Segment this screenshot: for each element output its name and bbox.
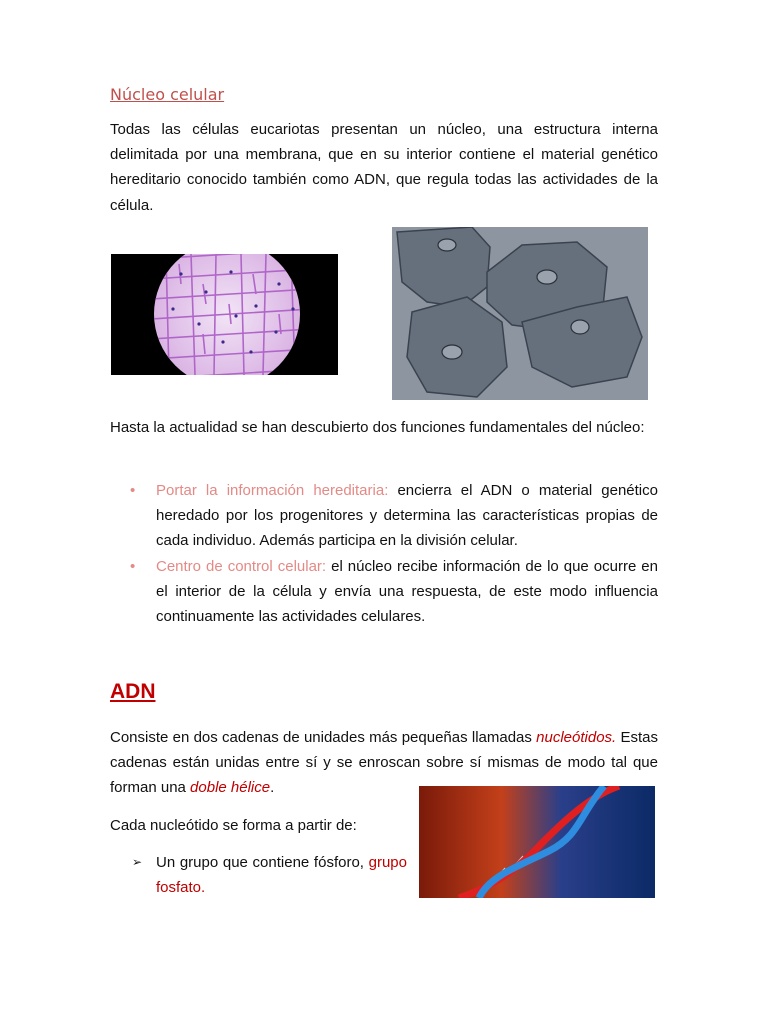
adn-text-b: Estas cadenas están unidas entre sí y se enroscan sobre sí mismas de modo tal que forman una	[110, 729, 658, 797]
section-heading-adn: ADN	[110, 680, 156, 703]
paragraph-cada-nucleotido: Cada nucleótido se forma a partir de:	[110, 817, 357, 834]
paragraph-funciones: Hasta la actualidad se han descubierto dos funciones fundamentales del núcleo:	[110, 419, 645, 436]
list-item-text: el núcleo recibe información de lo que ocurre en el interior de la célula y envía una respuesta, de este modo influencia continuamente las actividades celulares.	[156, 557, 658, 626]
componentes-list	[130, 850, 407, 900]
list-item	[130, 478, 658, 554]
dna-helix-image	[419, 786, 655, 898]
bullet-icon: •	[130, 557, 136, 575]
adn-text-c: .	[270, 779, 275, 797]
term-nucleotidos: nucleótidos.	[536, 729, 617, 746]
list-item-term: Portar la información hereditaria:	[156, 482, 389, 499]
list-item-term: grupo fosfato.	[156, 854, 407, 897]
bullet-icon: •	[130, 482, 136, 499]
list-item	[130, 554, 658, 630]
list-item-term: Centro de control celular:	[156, 557, 327, 575]
funciones-list	[130, 478, 658, 629]
cheek-cells-image	[392, 227, 648, 400]
onion-cells-image	[111, 254, 338, 375]
arrow-bullet-icon: ➢	[132, 855, 143, 869]
term-doble-helice: doble hélice	[190, 779, 271, 797]
section-heading-nucleo: Núcleo celular	[110, 85, 225, 104]
adn-text-a: Consiste en dos cadenas de unidades más pequeñas llamadas	[110, 729, 537, 746]
list-item-text: encierra el ADN o material genético heredado por los progenitores y determina las características propias de cada individuo. Además participa en la división celular.	[156, 482, 658, 550]
paragraph-intro: Todas las células eucariotas presentan un núcleo, una estructura interna delimitada por una membrana, que en su interior contiene el material genético hereditario conocido también como ADN, que regula todas las actividades de la célula.	[110, 121, 658, 214]
list-item	[130, 850, 407, 900]
list-item-text: Un grupo que contiene fósforo,	[156, 854, 369, 871]
